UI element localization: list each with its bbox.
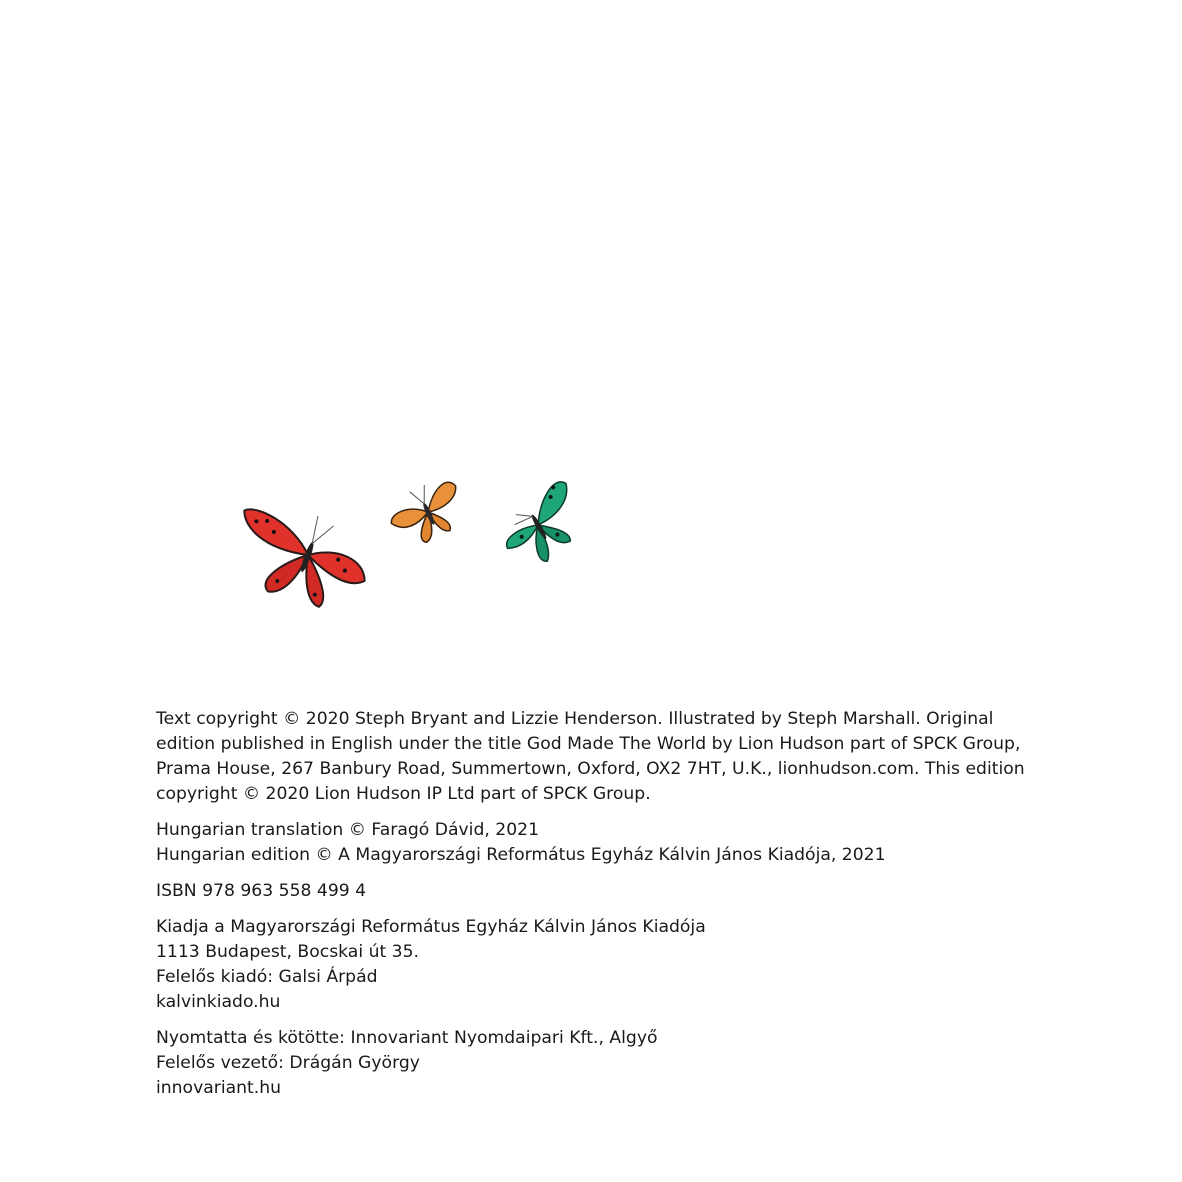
copyright-line: Text copyright © 2020 Steph Bryant and Lizzie Henderson. Illustrated by Steph Marshall. Original	[156, 709, 994, 729]
printer-website: innovariant.hu	[156, 1078, 282, 1098]
printer-manager: Felelős vezető: Drágán György	[156, 1053, 420, 1073]
isbn-paragraph	[156, 879, 1056, 904]
isbn: ISBN 978 963 558 499 4	[156, 881, 367, 901]
responsible-publisher: Felelős kiadó: Galsi Árpád	[156, 967, 378, 987]
printer-paragraph	[156, 1026, 1056, 1101]
copyright-line: Prama House, 267 Banbury Road, Summertown, Oxford, OX2 7HT, U.K., lionhudson.com. This edition	[156, 759, 1025, 779]
edition-credit: Hungarian edition © A Magyarországi Református Egyház Kálvin János Kiadója, 2021	[156, 845, 886, 865]
publisher-paragraph	[156, 915, 1056, 1015]
printer-name: Nyomtatta és kötötte: Innovariant Nyomdaipari Kft., Algyő	[156, 1028, 658, 1048]
colophon	[156, 707, 1056, 1112]
butterflies-svg	[220, 470, 600, 630]
publisher-website: kalvinkiado.hu	[156, 992, 281, 1012]
copyright-paragraph	[156, 707, 1056, 807]
translation-credit: Hungarian translation © Faragó Dávid, 2021	[156, 820, 540, 840]
butterflies-illustration	[220, 470, 600, 630]
publisher-address: 1113 Budapest, Bocskai út 35.	[156, 942, 419, 962]
red-butterfly	[221, 492, 380, 622]
green-butterfly	[492, 479, 595, 575]
translation-paragraph	[156, 818, 1056, 868]
publisher-name: Kiadja a Magyarországi Református Egyház Kálvin János Kiadója	[156, 917, 706, 937]
copyright-line: edition published in English under the title God Made The World by Lion Hudson part of SPCK Group,	[156, 734, 1021, 754]
orange-butterfly	[383, 473, 472, 552]
copyright-line: copyright © 2020 Lion Hudson IP Ltd part of SPCK Group.	[156, 784, 651, 804]
